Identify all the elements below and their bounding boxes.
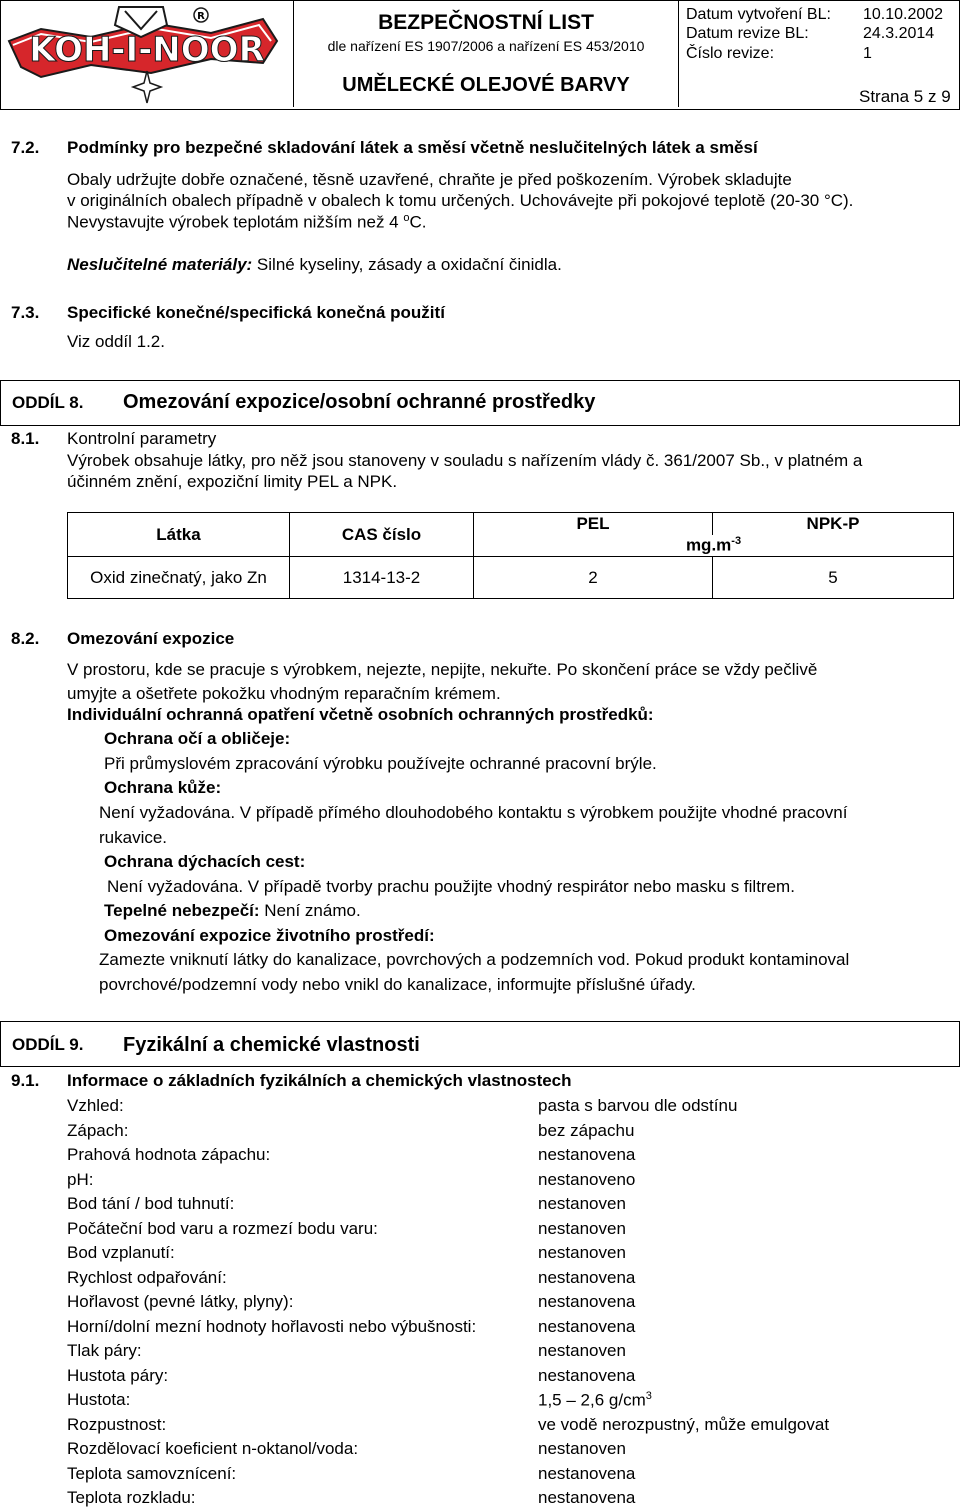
property-label: Prahová hodnota zápachu: bbox=[67, 1145, 271, 1164]
s91-title: Informace o základních fyzikálních a chemických vlastnostech bbox=[67, 1071, 572, 1090]
property-value: nestanovena bbox=[538, 1292, 636, 1311]
s73-text: Viz oddíl 1.2. bbox=[67, 332, 165, 351]
property-value: 1,5 – 2,6 $g/cm^3$ bbox=[538, 1390, 652, 1410]
property-label: Bod tání / bod tuhnutí: bbox=[67, 1194, 235, 1213]
property-label: Rychlost odpařování: bbox=[67, 1268, 227, 1287]
incompatible-materials: Neslučitelné materiály: Silné kyseliny, zásady a oxidační činidla. bbox=[67, 255, 562, 274]
created-label: Datum vytvoření BL: bbox=[686, 6, 831, 23]
property-value: nestanoven bbox=[538, 1439, 626, 1458]
revised-value: 24.3.2014 bbox=[863, 25, 935, 42]
s73-title: Specifické konečné/specifická konečná použití bbox=[67, 303, 445, 322]
regulation-text: dle nařízení ES 1907/2006 a nařízení ES 453/2010 bbox=[327, 38, 645, 54]
section-8-header bbox=[0, 380, 960, 426]
property-label: Horní/dolní mezní hodnoty hořlavosti nebo výbušnosti: bbox=[67, 1317, 477, 1336]
env-exposure-text2: povrchové/podzemní vody nebo vnikl do kanalizace, informujte příslušné úřady. bbox=[99, 975, 696, 994]
svg-text:KOH-I-NOOR: KOH-I-NOOR bbox=[29, 30, 265, 70]
section-9-label: ODDÍL 9. bbox=[12, 1035, 84, 1054]
product-name: UMĚLECKÉ OLEJOVÉ BARVY bbox=[342, 74, 630, 96]
section-9-title: Fyzikální a chemické vlastnosti bbox=[123, 1034, 420, 1056]
eye-protection-text: Při průmyslovém zpracování výrobku používejte ochranné pracovní brýle. bbox=[104, 754, 657, 773]
header-title-block bbox=[294, 1, 679, 107]
property-value: nestanoven bbox=[538, 1194, 626, 1213]
s73-number: 7.3. bbox=[11, 303, 40, 322]
eye-protection-title: Ochrana očí a obličeje: bbox=[104, 729, 291, 748]
property-label: Teplota samovznícení: bbox=[67, 1464, 237, 1483]
property-value: nestanoven bbox=[538, 1219, 626, 1238]
revised-label: Datum revize BL: bbox=[686, 25, 809, 42]
property-label: Bod vzplanutí: bbox=[67, 1243, 175, 1262]
property-value: pasta s barvou dle odstínu bbox=[538, 1096, 738, 1115]
doc-title: BEZPEČNOSTNÍ LIST bbox=[378, 11, 594, 34]
property-value: nestanovena bbox=[538, 1488, 636, 1507]
property-label: Rozdělovací koeficient n-oktanol/voda: bbox=[67, 1439, 359, 1458]
property-value: nestanovena bbox=[538, 1268, 636, 1287]
substance-cell: Oxid zinečnatý, jako Zn bbox=[68, 557, 290, 599]
respiratory-protection-title: Ochrana dýchacích cest: bbox=[104, 852, 306, 871]
s82-p1: V prostoru, kde se pracuje s výrobkem, nejezte, nepijte, nekuřte. Po skončení práce se vždy pečlivě bbox=[67, 660, 818, 679]
section-8-label: ODDÍL 8. bbox=[12, 393, 84, 412]
property-label: Počáteční bod varu a rozmezí bodu varu: bbox=[67, 1219, 378, 1238]
created-value: 10.10.2002 bbox=[863, 6, 944, 23]
svg-text:R: R bbox=[197, 11, 205, 22]
unit-header: $mg.m^{-3}$ bbox=[474, 535, 954, 557]
page-number: Strana 5 z 9 bbox=[859, 87, 951, 106]
thermal-hazard: Tepelné nebezpečí: Není známo. bbox=[104, 901, 361, 920]
revision-value: 1 bbox=[863, 45, 872, 62]
s81-number: 8.1. bbox=[11, 429, 40, 448]
property-value: nestanoven bbox=[538, 1243, 626, 1262]
property-value: nestanovena bbox=[538, 1145, 636, 1164]
property-value: ve vodě nerozpustný, může emulgovat bbox=[538, 1415, 830, 1434]
skin-protection-text2: rukavice. bbox=[99, 828, 168, 847]
section-8-title: Omezování expozice/osobní ochranné prostředky bbox=[123, 391, 596, 413]
col-header-substance: Látka bbox=[68, 513, 290, 557]
property-label: Vzhled: bbox=[67, 1096, 124, 1115]
property-value: nestanovena bbox=[538, 1464, 636, 1483]
property-value: nestanoven bbox=[538, 1341, 626, 1360]
s81-title: Kontrolní parametry bbox=[67, 429, 217, 448]
skin-protection-text1: Není vyžadována. V případě přímého dlouhodobého kontaktu s výrobkem použijte vhodné pracovní bbox=[99, 803, 848, 822]
property-label: Hustota páry: bbox=[67, 1366, 169, 1385]
s81-line2: účinném znění, expoziční limity PEL a NPK. bbox=[67, 472, 398, 491]
property-label: Teplota rozkladu: bbox=[67, 1488, 196, 1507]
exposure-limits-table bbox=[67, 512, 954, 599]
s82-p2: umyjte a ošetřete pokožku vhodným reparačním krémem. bbox=[67, 684, 501, 703]
document-header bbox=[0, 0, 960, 110]
s81-line1: Výrobek obsahuje látky, pro něž jsou stanoveny v souladu s nařízením vlády č. 361/2007 Sb., v platném a bbox=[67, 451, 863, 470]
npk-cell: 5 bbox=[713, 557, 954, 599]
col-header-pel: PEL bbox=[474, 513, 713, 535]
s72-line2: v originálních obalech případně v obalech k tomu určených. Uchovávejte při pokojové teplotě (20-30 °C). bbox=[67, 191, 854, 210]
cas-cell: 1314-13-2 bbox=[290, 557, 474, 599]
env-exposure-text1: Zamezte vniknutí látky do kanalizace, povrchových a podzemních vod. Pokud produkt kontaminoval bbox=[99, 950, 850, 969]
col-header-npk: NPK-P bbox=[713, 513, 954, 535]
s91-number: 9.1. bbox=[11, 1071, 40, 1090]
property-label: Tlak páry: bbox=[67, 1341, 142, 1360]
property-label: Hořlavost (pevné látky, plyny): bbox=[67, 1292, 294, 1311]
koh-i-noor-logo bbox=[1, 1, 293, 107]
property-value: nestanovena bbox=[538, 1366, 636, 1385]
s82-title: Omezování expozice bbox=[67, 629, 235, 648]
property-label: Hustota: bbox=[67, 1390, 131, 1409]
table-row bbox=[68, 557, 954, 599]
env-exposure-title: Omezování expozice životního prostředí: bbox=[104, 926, 435, 945]
s72-line1: Obaly udržujte dobře označené, těsně uzavřené, chraňte je před poškozením. Výrobek skladujte bbox=[67, 170, 792, 189]
s72-number: 7.2. bbox=[11, 138, 40, 157]
respiratory-protection-text: Není vyžadována. V případě tvorby prachu použijte vhodný respirátor nebo masku s filtrem. bbox=[107, 877, 795, 896]
section-9-header bbox=[0, 1021, 960, 1067]
col-header-cas: CAS číslo bbox=[290, 513, 474, 557]
ppe-title: Individuální ochranná opatření včetně osobních ochranných prostředků: bbox=[67, 705, 654, 724]
pel-cell: 2 bbox=[474, 557, 713, 599]
property-value: nestanoveno bbox=[538, 1170, 636, 1189]
property-label: Zápach: bbox=[67, 1121, 129, 1140]
skin-protection-title: Ochrana kůže: bbox=[104, 778, 222, 797]
s72-title: Podmínky pro bezpečné skladování látek a směsí včetně neslučitelných látek a směsí bbox=[67, 138, 758, 157]
s82-number: 8.2. bbox=[11, 629, 40, 648]
property-value: bez zápachu bbox=[538, 1121, 635, 1140]
property-label: Rozpustnost: bbox=[67, 1415, 167, 1434]
brand-logo bbox=[1, 1, 294, 107]
s72-line3: Nevystavujte výrobek teplotám nižším než 4 $^o$C. bbox=[67, 212, 427, 232]
revision-label: Číslo revize: bbox=[686, 45, 775, 62]
property-value: nestanovena bbox=[538, 1317, 636, 1336]
property-label: pH: bbox=[67, 1170, 94, 1189]
